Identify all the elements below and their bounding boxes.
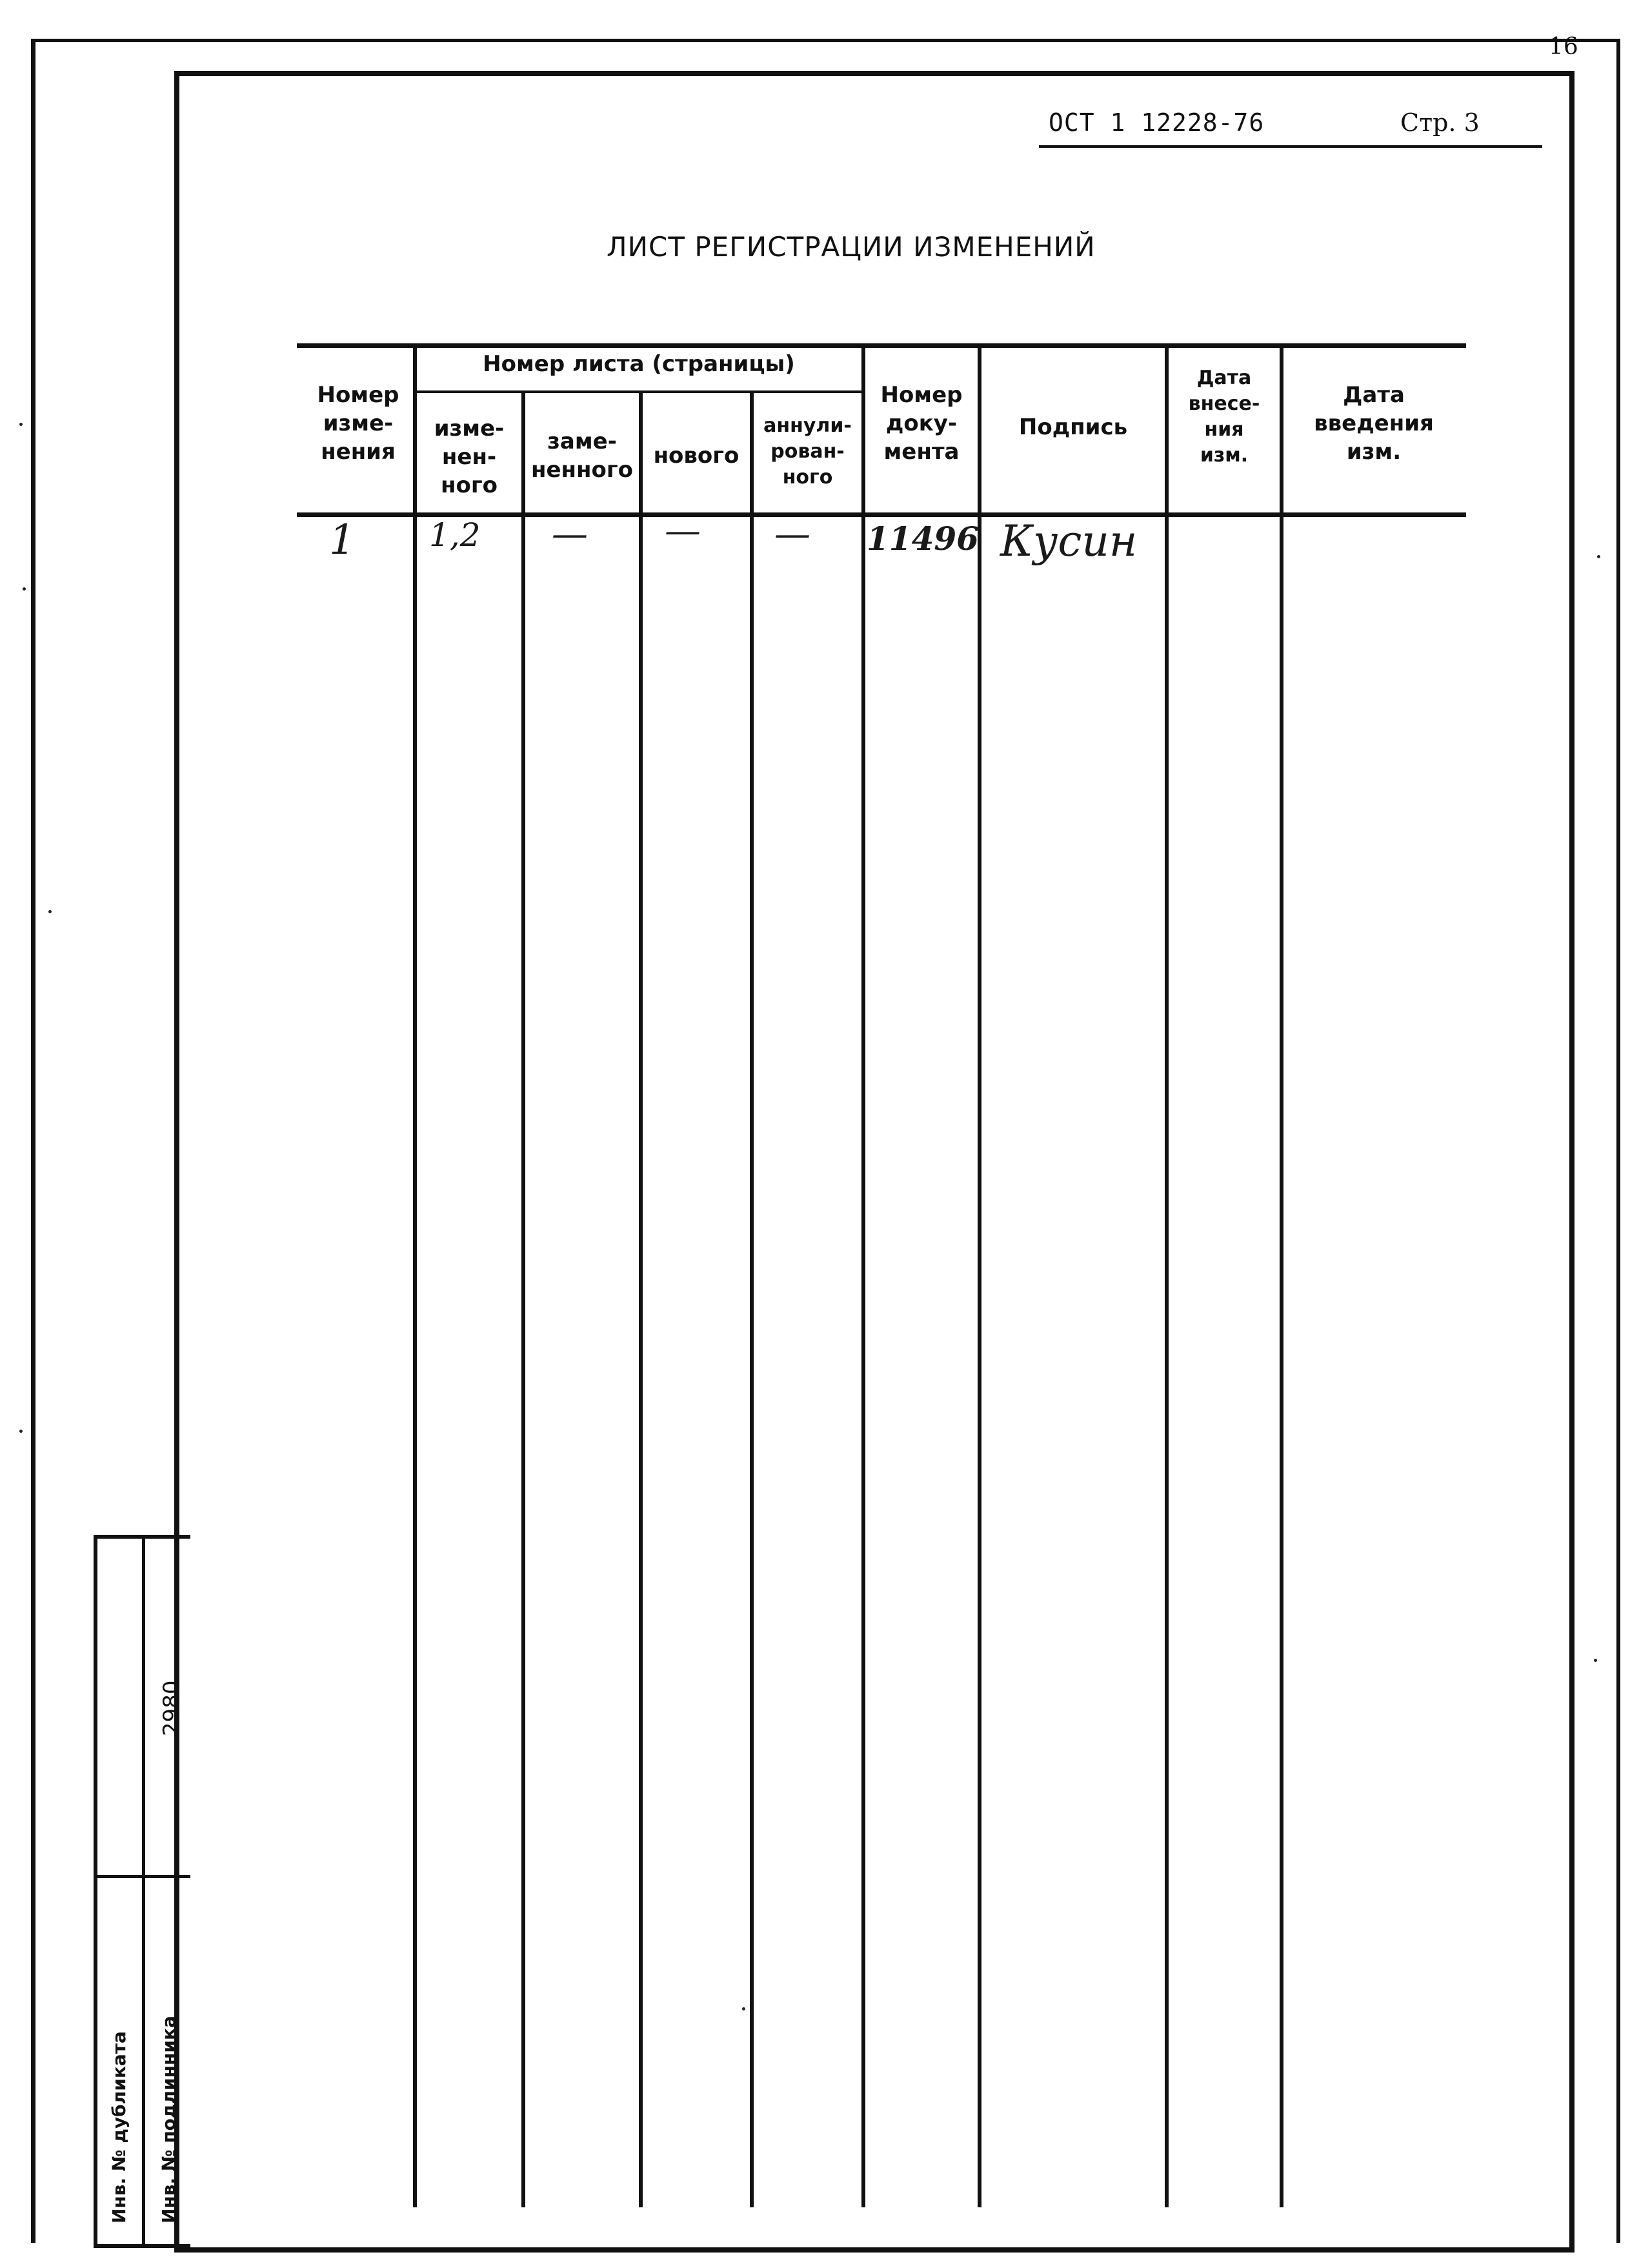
column-divider: [1280, 343, 1283, 2207]
scan-speck: [19, 423, 23, 426]
cell-changed: 1,2: [429, 516, 481, 554]
inventory-box-divider: [94, 1875, 190, 1878]
header-date-introduced: Дата введения изм.: [1314, 382, 1434, 465]
cell-document-number: 11496: [867, 520, 979, 558]
column-divider: [521, 392, 525, 2207]
inventory-box-divider: [142, 1535, 145, 2248]
column-divider: [978, 343, 981, 2207]
page-number: 16: [1549, 34, 1578, 60]
header-document-number: Номер доку- мента: [880, 382, 963, 465]
scan-speck: [23, 587, 26, 591]
page-reference: Стр. 3: [1400, 108, 1480, 137]
header-changed: изме- нен- ного: [434, 416, 505, 498]
cell-new: —: [665, 510, 701, 552]
duplicate-inventory-label: Инв. № дубликата: [108, 2031, 130, 2223]
column-divider: [639, 392, 643, 2207]
column-divider: [413, 343, 417, 2207]
column-divider: [1165, 343, 1169, 2207]
header-new: нового: [653, 443, 739, 469]
group-header-rule: [415, 390, 861, 393]
header-annulled: аннули- рован- ного: [763, 414, 852, 489]
cell-annulled: —: [774, 513, 810, 555]
document-code: ОСТ 1 12228-76: [1049, 108, 1265, 137]
column-divider: [750, 392, 754, 2207]
scan-speck: [1597, 555, 1600, 558]
scan-speck: [48, 910, 52, 913]
cell-change-number: 1: [329, 516, 356, 564]
scan-speck: [1594, 1659, 1597, 1662]
header-signature: Подпись: [1018, 414, 1128, 440]
header-replaced: заме- ненного: [530, 429, 633, 483]
table-top-rule: [297, 343, 1466, 348]
cell-replaced: —: [552, 513, 588, 555]
header-date-entered: Дата внесе- ния изм.: [1188, 367, 1260, 467]
cell-signature: Кусин: [1000, 516, 1138, 566]
scan-speck: [19, 1430, 23, 1433]
header-rule: [1039, 145, 1542, 148]
header-change-number: Номер изме- нения: [317, 382, 399, 465]
sheet-title: ЛИСТ РЕГИСТРАЦИИ ИЗМЕНЕНИЙ: [607, 231, 1096, 263]
original-inventory-number: 2980: [159, 1680, 185, 1736]
column-divider: [861, 343, 865, 2207]
group-header-sheet-number: Номер листа (страницы): [483, 351, 795, 377]
original-inventory-label: Инв. № подлинника: [158, 2016, 179, 2223]
scan-speck: [742, 2007, 745, 2010]
